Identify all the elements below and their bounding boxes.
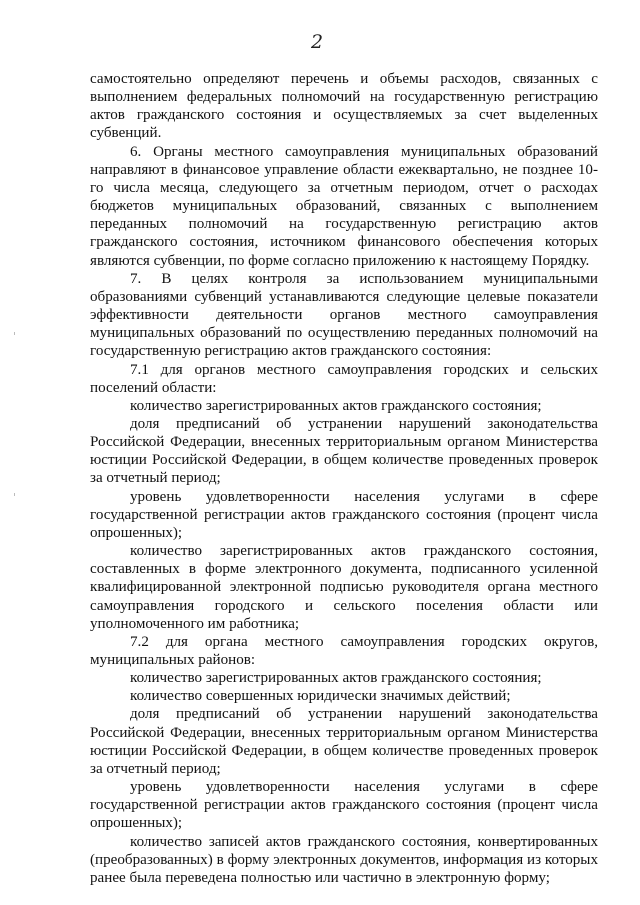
paragraph-item-7-2: 7.2 для органа местного самоуправления городских округов, муниципальных районов: bbox=[90, 633, 598, 668]
indicator-item: уровень удовлетворенности населения услугами в сфере государственной регистрации актов гражданского состояния (процент числа опрошенных); bbox=[90, 488, 598, 541]
indicator-item: количество зарегистрированных актов гражданского состояния, составленных в форме электронного документа, подписанного усиленной квалифицированной электронной подписью руководителя органа местного самоуправления городского и сельского поселения области или уполномоченного им работника; bbox=[90, 543, 598, 632]
indicator-item: количество записей актов гражданского состояния, конвертированных (преобразованных) в форму электронных документов, информация из которых ранее была переведена полностью или частично в электронную форму; bbox=[90, 833, 598, 886]
page-number: 2 bbox=[311, 31, 324, 53]
indicator-item: доля предписаний об устранении нарушений законодательства Российской Федерации, внесенных территориальным органом Министерства юстиции Российской Федерации, в общем количестве проведенных проверок за отчетный период; bbox=[90, 415, 598, 487]
paragraph-continuation: самостоятельно определяют перечень и объемы расходов, связанных с выполнением федеральных полномочий на государственную регистрацию актов гражданского состояния и осуществляемых за счет выделенных субвенций. bbox=[90, 71, 598, 142]
indicator-item: количество зарегистрированных актов гражданского состояния; bbox=[130, 397, 542, 414]
document-body bbox=[90, 70, 598, 887]
paragraph-item-7: 7. В целях контроля за использованием муниципальными образованиями субвенций устанавливаются следующие целевые показатели эффективности деятельности органов местного самоуправления муниципальных образований по осуществлению переданных полномочий на государственную регистрацию актов гражданского состояния: bbox=[90, 270, 598, 360]
indicator-item: количество зарегистрированных актов гражданского состояния; bbox=[130, 670, 542, 687]
indicator-item: количество совершенных юридически значимых действий; bbox=[130, 688, 511, 705]
scan-edge-mark bbox=[14, 332, 15, 335]
paragraph-item-6: 6. Органы местного самоуправления муниципальных образований направляют в финансовое управление области ежеквартально, не позднее 10-го числа месяца, следующего за отчетным периодом, отчет о расходах бюджетов муниципальных образований, связанных с выполнением переданных полномочий на государственную регистрацию актов гражданского состояния, источником финансового обеспечения которых являются субвенции, по форме согласно приложению к настоящему Порядку. bbox=[90, 143, 598, 269]
indicator-item: уровень удовлетворенности населения услугами в сфере государственной регистрации актов гражданского состояния (процент числа опрошенных); bbox=[90, 779, 598, 832]
paragraph-item-7-1: 7.1 для органов местного самоуправления городских и сельских поселений области: bbox=[90, 361, 598, 396]
scan-edge-mark bbox=[14, 493, 15, 496]
indicator-item: доля предписаний об устранении нарушений законодательства Российской Федерации, внесенных территориальным органом Министерства юстиции Российской Федерации, в общем количестве проведенных проверок за отчетный период; bbox=[90, 706, 598, 777]
